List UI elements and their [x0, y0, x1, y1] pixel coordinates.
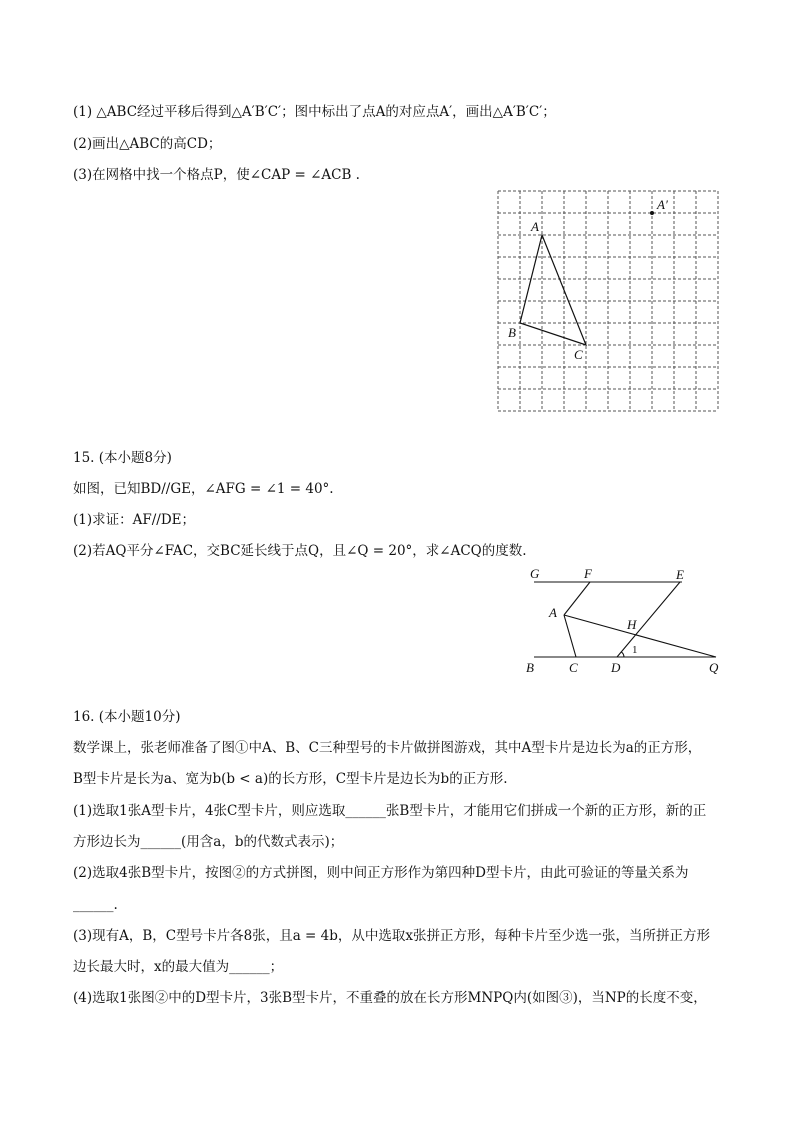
q16-header: 16. (本小题10分) [73, 709, 181, 725]
q15-part1: (1)求证：AF//DE； [73, 512, 196, 528]
q14-grid-figure [490, 185, 726, 417]
label-a: A [549, 605, 557, 620]
label-q: Q [709, 660, 719, 675]
q16-part1-line1: (1)选取1张A型卡片，4张C型卡片，则应选取______张B型卡片，才能用它们拼成一个新的正方形，新的正 [73, 803, 707, 819]
q15-part2: (2)若AQ平分∠FAC，交BC延长线于点Q，且∠Q = 20°，求∠ACQ的度数. [73, 543, 527, 559]
label-h: H [627, 617, 637, 632]
label-a-prime: A′ [657, 197, 668, 212]
label-d: D [611, 660, 621, 675]
q16-part2-line2: ______. [73, 897, 118, 913]
label-1: 1 [632, 644, 638, 656]
label-b: B [526, 660, 534, 675]
q16-part2-line1: (2)选取4张B型卡片，按图②的方式拼图，则中间正方形作为第四种D型卡片，由此可验证的等量关系为 [73, 865, 689, 881]
segment-fa [564, 582, 590, 615]
q14-part3: (3)在网格中找一个格点P，使∠CAP = ∠ACB . [73, 167, 360, 183]
segment-aq [564, 615, 716, 657]
q15-figure [520, 562, 730, 682]
label-c: C [574, 347, 583, 362]
q15-statement: 如图，已知BD//GE，∠AFG = ∠1 = 40°. [73, 481, 334, 497]
q15-header: 15. (本小题8分) [73, 450, 172, 466]
triangle-abc [520, 235, 586, 345]
label-b: B [508, 325, 516, 340]
q16-part3-line2: 边长最大时，x的最大值为______； [73, 959, 284, 975]
label-f: F [584, 566, 592, 581]
label-e: E [676, 567, 684, 582]
q14-part2: (2)画出△ABC的高CD； [73, 136, 222, 152]
q16-part1-line2: 方形边长为______(用含a，b的代数式表示)； [73, 834, 344, 850]
segment-ac [564, 615, 576, 657]
point-a-prime [650, 211, 654, 215]
q16-part3-line1: (3)现有A，B，C型号卡片各8张，且a = 4b，从中选取x张拼正方形，每种卡片至少选一张，当所拼正方形 [73, 928, 710, 944]
label-a: A [531, 219, 539, 234]
q14-part1: (1) △ABC经过平移后得到△A′B′C′；图中标出了点A的对应点A′，画出△A′B′C′； [73, 104, 556, 120]
q16-intro-line1: 数学课上，张老师准备了图①中A、B、C三种型号的卡片做拼图游戏，其中A型卡片是边长为a的正方形， [73, 740, 702, 756]
q16-intro-line2: B型卡片是长为a、宽为b(b < a)的长方形，C型卡片是边长为b的正方形. [73, 771, 508, 787]
q16-part4-line1: (4)选取1张图②中的D型卡片，3张B型卡片，不重叠的放在长方形MNPQ内(如图③)，当NP的长度不变， [73, 990, 707, 1006]
label-g: G [530, 566, 540, 581]
angle-1-arc [622, 652, 625, 657]
label-c: C [569, 660, 578, 675]
